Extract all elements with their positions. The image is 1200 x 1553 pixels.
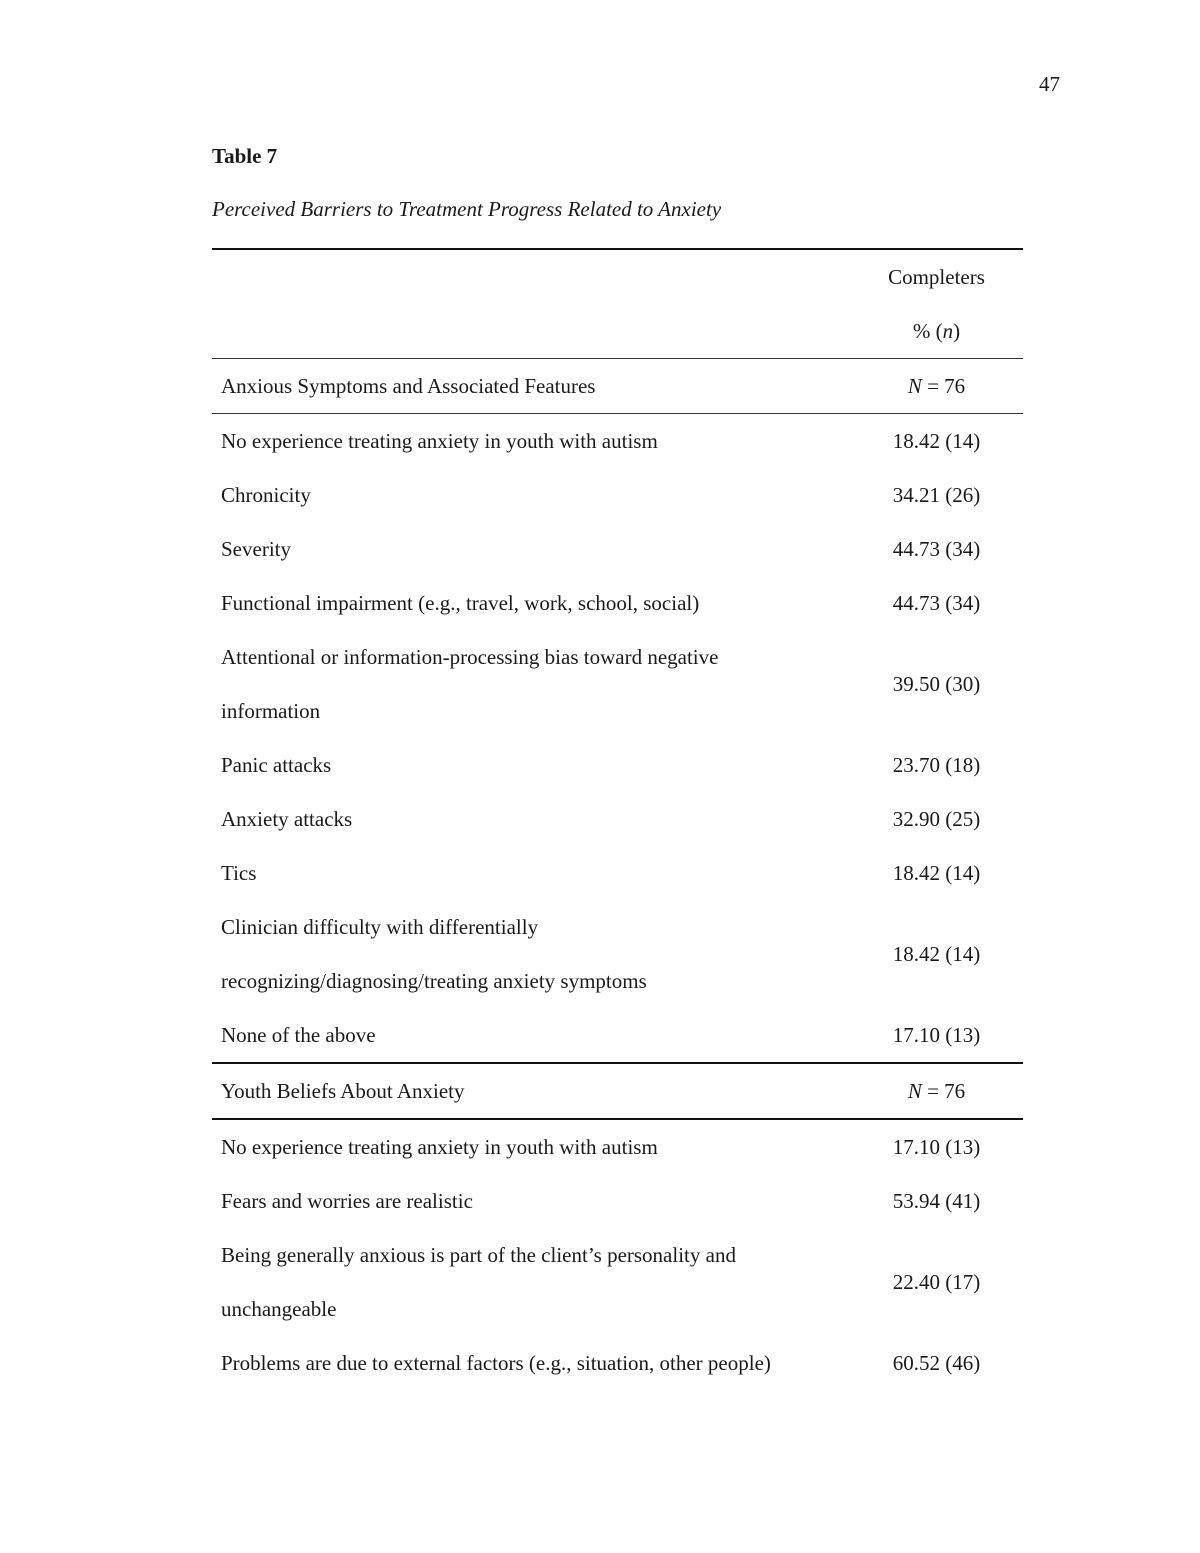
table-row	[212, 576, 1023, 630]
row-label: Panic attacks	[221, 753, 332, 777]
row-value: 17.10 (13)	[892, 1134, 981, 1159]
row-value: 44.73 (34)	[892, 590, 981, 615]
table-row	[212, 792, 1023, 846]
page-number: 47	[1039, 72, 1060, 96]
row-label: Chronicity	[221, 483, 311, 507]
header-row-1	[212, 250, 1023, 304]
section-header-anxious-symptoms	[212, 358, 1023, 413]
row-label: Functional impairment (e.g., travel, work, school, social)	[221, 591, 700, 615]
section-title: Anxious Symptoms and Associated Features	[221, 374, 596, 398]
row-value: 22.40 (17)	[892, 1269, 981, 1294]
row-label: None of the above	[221, 1023, 376, 1047]
section-body-youth-beliefs	[212, 1118, 1023, 1390]
row-value: 17.10 (13)	[892, 1022, 981, 1047]
row-value: 18.42 (14)	[892, 428, 981, 453]
column-header-completers: Completers	[888, 264, 985, 289]
row-label: Severity	[221, 537, 291, 561]
row-value: 60.52 (46)	[892, 1350, 981, 1375]
data-table	[212, 248, 1023, 1390]
row-value: 23.70 (18)	[892, 752, 981, 777]
row-label: Problems are due to external factors (e.g., situation, other people)	[221, 1351, 771, 1375]
table-header	[212, 248, 1023, 358]
row-label: Fears and worries are realistic	[221, 1189, 473, 1213]
row-label: Anxiety attacks	[221, 807, 353, 831]
row-label: Being generally anxious is part of the client’s personality and unchangeable	[221, 1243, 736, 1321]
table-row	[212, 468, 1023, 522]
column-header-percent-n: % (n)	[912, 318, 961, 343]
section-body-anxious-symptoms	[212, 413, 1023, 1062]
section-n: N = 76	[907, 373, 966, 398]
row-value: 53.94 (41)	[892, 1188, 981, 1213]
row-value: 34.21 (26)	[892, 482, 981, 507]
table-row	[212, 738, 1023, 792]
table-title: Perceived Barriers to Treatment Progress Related to Anxiety	[212, 197, 722, 221]
section-title: Youth Beliefs About Anxiety	[221, 1079, 465, 1103]
row-value: 18.42 (14)	[892, 860, 981, 885]
row-value: 18.42 (14)	[892, 941, 981, 966]
row-value: 39.50 (30)	[892, 671, 981, 696]
table-row	[212, 630, 1023, 738]
table-row	[212, 900, 1023, 1008]
row-label: No experience treating anxiety in youth with autism	[221, 1135, 658, 1159]
table-row	[212, 1228, 1023, 1336]
section-title-row	[212, 359, 1023, 413]
row-value: 32.90 (25)	[892, 806, 981, 831]
header-row-2	[212, 304, 1023, 358]
row-label: Attentional or information-processing bias toward negative information	[221, 645, 719, 723]
table-row	[212, 522, 1023, 576]
section-header-youth-beliefs	[212, 1062, 1023, 1118]
row-value: 44.73 (34)	[892, 536, 981, 561]
table-row	[212, 1008, 1023, 1062]
section-n: N = 76	[907, 1078, 966, 1103]
section-title-row	[212, 1064, 1023, 1118]
table-row	[212, 846, 1023, 900]
table-row	[212, 1336, 1023, 1390]
table-row	[212, 1120, 1023, 1174]
row-label: No experience treating anxiety in youth with autism	[221, 429, 658, 453]
table-row	[212, 414, 1023, 468]
table-row	[212, 1174, 1023, 1228]
row-label: Clinician difficulty with differentially recognizing/diagnosing/treating anxiety symptoms	[221, 915, 647, 993]
row-label: Tics	[221, 861, 257, 885]
table-label: Table 7	[212, 144, 278, 168]
